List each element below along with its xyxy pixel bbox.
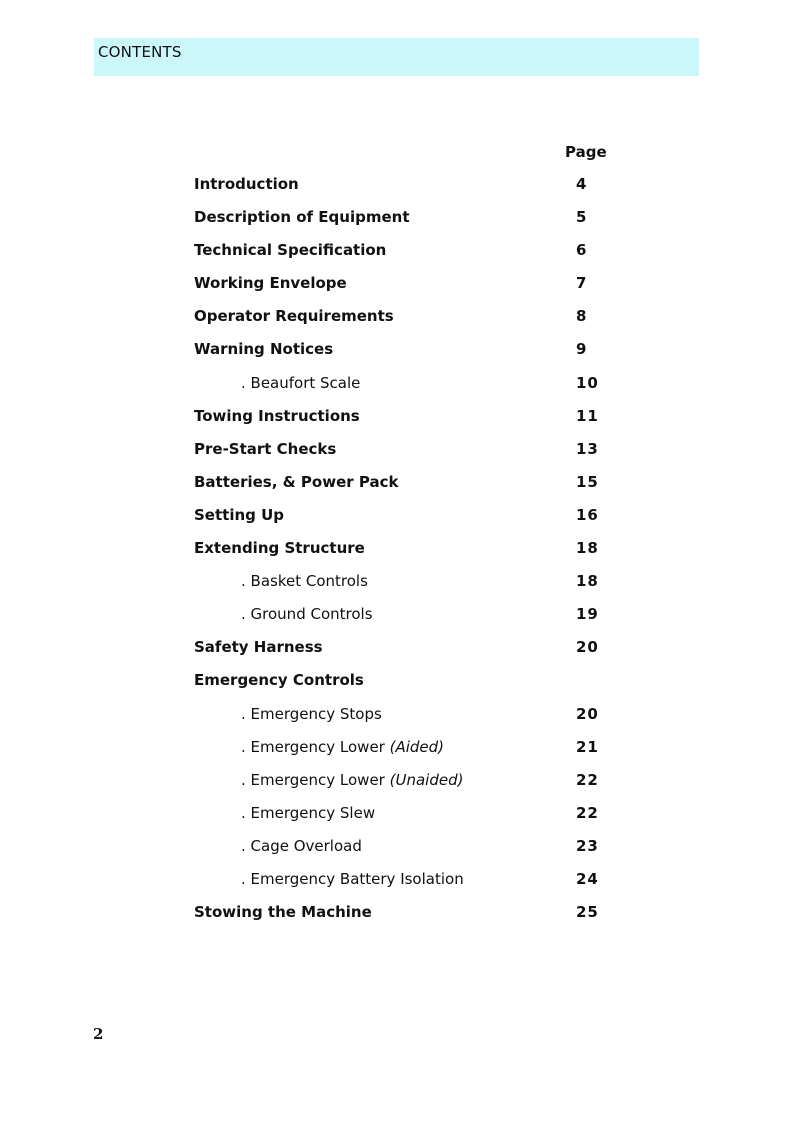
toc-entry-title (194, 473, 398, 491)
toc-entry[interactable] (194, 870, 614, 903)
table-of-contents (194, 175, 614, 936)
toc-entry-page-number: 6 (576, 241, 588, 260)
toc-entry-title-text: Technical Specification (194, 241, 387, 260)
toc-entry-page-number: 7 (576, 274, 588, 293)
toc-entry-title-text: Working Envelope (194, 274, 347, 293)
toc-entry-title-text: . Ground Controls (241, 605, 373, 624)
toc-entry-title (241, 572, 368, 590)
toc-entry[interactable] (194, 539, 614, 572)
toc-entry[interactable] (194, 241, 614, 274)
toc-entry-title (194, 506, 284, 524)
toc-entry-title-text: Setting Up (194, 505, 285, 524)
page-column-header: Page (565, 143, 607, 161)
toc-entry-page-number: 24 (576, 869, 599, 888)
toc-entry[interactable] (194, 605, 614, 638)
toc-entry-page-number: 16 (576, 505, 599, 524)
toc-entry[interactable] (194, 473, 614, 506)
toc-entry-page-number: 20 (576, 704, 599, 723)
toc-entry[interactable] (194, 903, 614, 936)
page-title: CONTENTS (98, 43, 182, 61)
toc-entry-title (241, 837, 362, 855)
toc-entry[interactable] (194, 738, 614, 771)
toc-entry-title (241, 771, 463, 789)
toc-entry-title-text: Stowing the Machine (194, 903, 372, 922)
toc-entry-page-number: 13 (576, 439, 599, 458)
toc-entry[interactable] (194, 274, 614, 307)
toc-entry-title-text: Introduction (194, 175, 299, 193)
toc-entry-page-number: 18 (576, 539, 599, 558)
toc-entry[interactable] (194, 638, 614, 671)
toc-entry-title (241, 804, 375, 822)
toc-entry-title-text: Pre-Start Checks (194, 439, 337, 458)
toc-entry-title-text: . Beaufort Scale (241, 373, 361, 392)
toc-entry[interactable] (194, 771, 614, 804)
toc-entry-title-text: . Cage Overload (241, 836, 362, 855)
toc-entry[interactable] (194, 175, 614, 208)
toc-entry-title (194, 208, 410, 226)
toc-entry-page-number: 22 (576, 803, 599, 822)
toc-entry-title-text: Description of Equipment (194, 208, 410, 227)
toc-entry-title-text: . Emergency Lower (241, 770, 385, 789)
toc-entry-title (194, 671, 364, 689)
toc-entry-page-number: 5 (576, 208, 588, 227)
toc-entry-page-number: 25 (576, 903, 599, 922)
toc-entry-title-text: Batteries, & Power Pack (194, 472, 399, 491)
toc-entry-title-text: Extending Structure (194, 539, 365, 558)
toc-entry[interactable] (194, 307, 614, 340)
toc-entry-title-text: Operator Requirements (194, 307, 394, 326)
toc-entry-page-number: 10 (576, 373, 599, 392)
toc-entry-title (241, 870, 464, 888)
toc-entry[interactable] (194, 837, 614, 870)
toc-entry-title (194, 175, 299, 193)
toc-entry-title (194, 241, 386, 259)
toc-entry-page-number: 21 (576, 737, 599, 756)
footer-page-number: 2 (93, 1025, 104, 1043)
toc-entry-title-text: Emergency Controls (194, 671, 364, 690)
toc-entry-title (194, 274, 347, 292)
toc-entry-title (194, 539, 365, 557)
toc-entry[interactable] (194, 208, 614, 241)
toc-entry[interactable] (194, 340, 614, 373)
toc-entry[interactable] (194, 671, 614, 704)
toc-entry-title (241, 705, 382, 723)
toc-entry-page-number: 8 (576, 307, 588, 326)
toc-entry-title (194, 340, 333, 358)
toc-entry-title (194, 307, 394, 325)
contents-header-band (94, 38, 699, 76)
toc-entry-page-number: 23 (576, 836, 599, 855)
toc-entry-title-text: Safety Harness (194, 638, 323, 657)
toc-entry-title-qualifier: (Aided) (389, 737, 445, 756)
toc-entry-title (241, 605, 373, 623)
toc-entry-page-number: 18 (576, 572, 599, 591)
toc-entry-page-number: 22 (576, 770, 599, 789)
toc-entry-page-number: 4 (576, 175, 588, 193)
toc-entry-title (194, 638, 323, 656)
toc-entry-title (194, 407, 360, 425)
toc-entry-title-text: Towing Instructions (194, 406, 360, 425)
toc-entry-title-text: . Emergency Slew (241, 803, 376, 822)
toc-entry-title-text: . Emergency Battery Isolation (241, 869, 464, 888)
toc-entry[interactable] (194, 572, 614, 605)
toc-entry[interactable] (194, 440, 614, 473)
toc-entry-title (241, 374, 360, 392)
toc-entry[interactable] (194, 374, 614, 407)
toc-entry-page-number: 15 (576, 472, 599, 491)
toc-entry[interactable] (194, 705, 614, 738)
toc-entry-page-number: 11 (576, 406, 599, 425)
toc-entry-title-qualifier: (Unaided) (389, 770, 464, 789)
toc-entry[interactable] (194, 407, 614, 440)
toc-entry[interactable] (194, 506, 614, 539)
toc-entry-title-text: . Basket Controls (241, 572, 368, 591)
toc-entry-page-number: 19 (576, 605, 599, 624)
toc-entry-page-number: 20 (576, 638, 599, 657)
toc-entry-title-text: Warning Notices (194, 340, 334, 359)
toc-entry-title (194, 440, 336, 458)
toc-entry-title (241, 738, 444, 756)
toc-entry-page-number: 9 (576, 340, 588, 359)
toc-entry-title (194, 903, 372, 921)
toc-entry-title-text: . Emergency Lower (241, 737, 385, 756)
toc-entry[interactable] (194, 804, 614, 837)
toc-entry-title-text: . Emergency Stops (241, 704, 382, 723)
